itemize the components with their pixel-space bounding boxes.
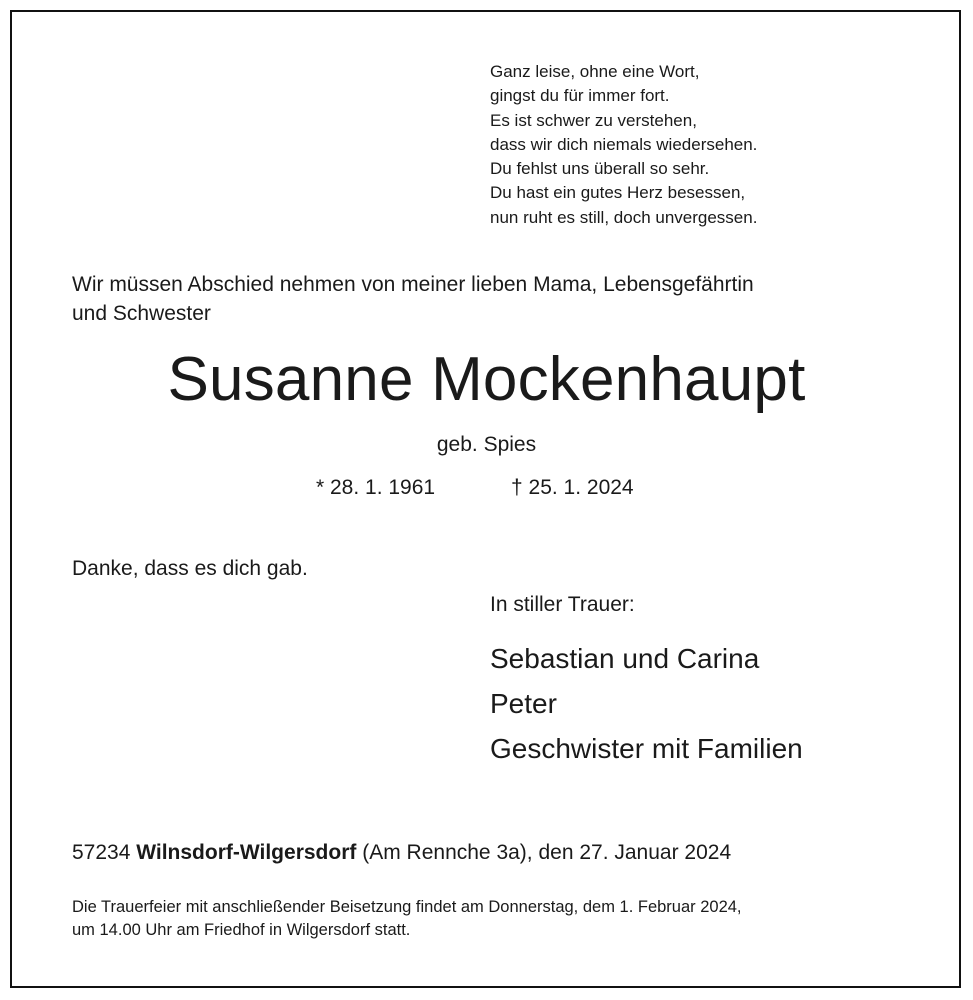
- intro-line: Wir müssen Abschied nehmen von meiner lieben Mama, Lebensgefährtin: [72, 273, 754, 296]
- postal-code: 57234: [72, 841, 131, 864]
- poem-line: Es ist schwer zu verstehen,: [490, 110, 697, 130]
- mourner-name: Peter: [490, 688, 557, 719]
- ceremony-line: Die Trauerfeier mit anschließender Beisetzung findet am Donnerstag, dem 1. Februar 2024,: [72, 898, 742, 916]
- birth-name: geb. Spies: [436, 433, 537, 456]
- ceremony-line: um 14.00 Uhr am Friedhof in Wilgersdorf statt.: [72, 921, 411, 939]
- mourners-list: [490, 636, 803, 771]
- deceased-name: Susanne Mockenhaupt: [167, 345, 806, 414]
- poem-line: gingst du für immer fort.: [490, 86, 670, 106]
- poem-line: nun ruht es still, doch unvergessen.: [490, 207, 758, 227]
- intro-text: [72, 270, 922, 328]
- poem: [490, 60, 757, 230]
- town-name: Wilnsdorf-Wilgersdorf: [136, 841, 357, 864]
- mourner-name: Geschwister mit Familien: [490, 733, 803, 764]
- poem-line: Du fehlst uns überall so sehr.: [490, 159, 710, 179]
- birth-date: * 28. 1. 1961: [316, 476, 436, 499]
- poem-line: Du hast ein gutes Herz besessen,: [490, 183, 746, 203]
- death-date: † 25. 1. 2024: [511, 476, 634, 499]
- address-and-date: (Am Rennche 3a), den 27. Januar 2024: [362, 841, 732, 864]
- thanks-text: Danke, dass es dich gab.: [72, 557, 308, 580]
- ceremony-info: [72, 896, 742, 942]
- mourner-name: Sebastian und Carina: [490, 643, 760, 674]
- location-line: [72, 839, 731, 867]
- mourning-label: In stiller Trauer:: [490, 593, 635, 616]
- poem-line: dass wir dich niemals wiedersehen.: [490, 134, 758, 154]
- intro-line: und Schwester: [72, 302, 211, 325]
- poem-line: Ganz leise, ohne eine Wort,: [490, 62, 700, 81]
